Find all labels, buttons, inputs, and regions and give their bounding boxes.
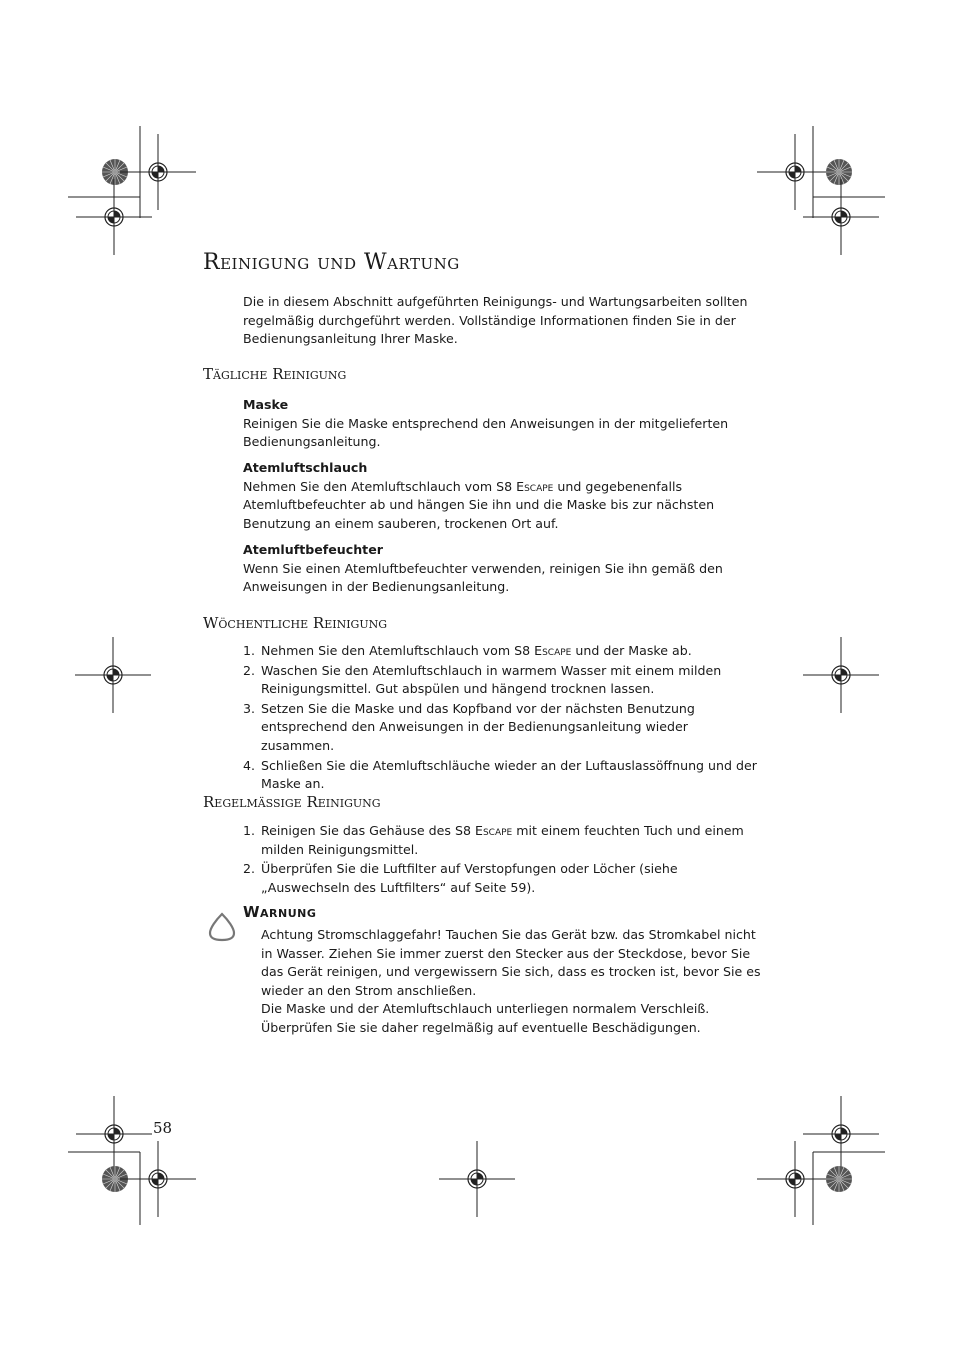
intro-paragraph: Die in diesem Abschnitt aufgeführten Reinigungs- und Wartungsarbeiten sollten regelmäßig durchgeführt werden. Vollständige Informationen finden Sie in der Bedienungsanleitung Ihrer Maske.	[243, 294, 748, 347]
warning-paragraph: Die Maske und der Atemluftschlauch unterliegen normalem Verschleiß. Überprüfen Sie sie daher regelmäßig auf eventuelle Beschädigungen.	[261, 1001, 710, 1035]
page-number: 58	[153, 1119, 173, 1137]
daily-mask-block	[243, 396, 763, 452]
warning-drop-icon	[206, 912, 238, 942]
list-item: 1. Nehmen Sie den Atemluftschlauch vom S8 Escape und der Maske ab.	[243, 643, 692, 658]
warning-body	[261, 926, 761, 1038]
tube-text-before: Nehmen Sie den Atemluftschlauch vom	[243, 478, 493, 494]
tube-text-after: und gegebenenfalls Atemluftbefeuchter ab und hängen Sie ihn und die Maske bis zur nächsten Benutzung an einem sauberen, trockenen Ort auf.	[243, 478, 715, 531]
list-item: 2. Waschen Sie den Atemluftschlauch in warmem Wasser mit einem milden Reinigungsmittel. Gut abspülen und hängend trocknen lassen.	[243, 662, 722, 697]
warning-paragraph: Achtung Stromschlaggefahr! Tauchen Sie das Gerät bzw. das Stromkabel nicht in Wasser. Ziehen Sie immer zuerst den Stecker aus der Steckdose, bevor Sie das Gerät reinigen, und vergewissern Sie sich, dass es trocken ist, bevor Sie es wieder an den Strom anschließen.	[261, 927, 761, 998]
heading-periodic-cleaning: Regelmässige Reinigung	[203, 793, 381, 811]
product-name: S8 Escape	[454, 823, 513, 838]
list-item: 2. Überprüfen Sie die Luftfilter auf Verstopfungen oder Löcher (siehe „Auswechseln des Luftfilters“ auf Seite 59).	[243, 861, 678, 895]
heading-daily-cleaning: Tägliche Reinigung	[203, 365, 347, 383]
list-item: 1. Reinigen Sie das Gehäuse des S8 Escape mit einem feuchten Tuch und einem milden Reinigungsmittel.	[243, 823, 744, 857]
mask-text: Reinigen Sie die Maske entsprechend den Anweisungen in der mitgelieferten Bedienungsanleitung.	[243, 415, 729, 450]
daily-tube-block	[243, 459, 763, 533]
product-name: S8 Escape	[496, 478, 554, 494]
list-item: 4. Schließen Sie die Atemluftschläuche wieder an der Luftauslassöffnung und der Maske an.	[243, 757, 757, 792]
product-name: S8 Escape	[514, 643, 572, 658]
mask-label: Maske	[243, 397, 289, 412]
list-item: 3. Setzen Sie die Maske und das Kopfband vor der nächsten Benutzung entsprechend den Anweisungen in der Bedienungsanleitung wieder zusammen.	[243, 700, 695, 753]
humidifier-label: Atemluftbefeuchter	[243, 542, 383, 557]
warning-title: Warnung	[243, 903, 317, 921]
humidifier-text: Wenn Sie einen Atemluftbefeuchter verwenden, reinigen Sie ihn gemäß den Anweisungen in der Bedienungsanleitung.	[243, 560, 723, 595]
page-title: Reinigung und Wartung	[203, 250, 460, 275]
weekly-steps-list	[243, 642, 763, 795]
tube-label: Atemluftschlauch	[243, 460, 368, 475]
daily-humidifier-block	[243, 541, 763, 597]
periodic-steps-list	[243, 822, 763, 898]
heading-weekly-cleaning: Wöchentliche Reinigung	[203, 614, 388, 632]
